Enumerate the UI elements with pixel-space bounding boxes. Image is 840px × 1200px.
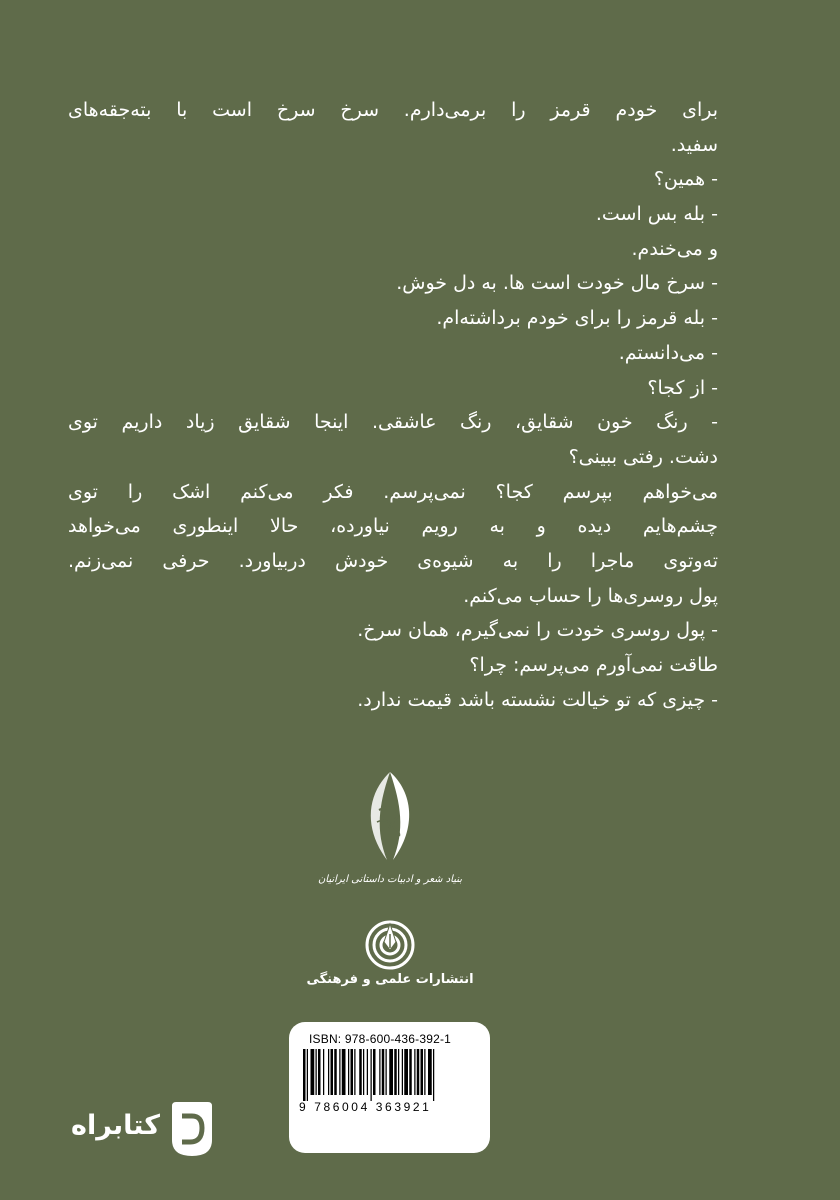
text-line: چشم‌هایم دیده و به رویم نیاورده، حالا اینطوری می‌خواهد bbox=[68, 515, 718, 538]
barcode-bar bbox=[421, 1049, 424, 1095]
pen-nib-circles-icon bbox=[365, 920, 415, 970]
barcode-bar bbox=[363, 1049, 364, 1095]
text-line: پول روسری‌ها را حساب می‌کنم. bbox=[463, 584, 718, 607]
ketabrah-logo-text: کتابراه bbox=[71, 1110, 160, 1141]
barcode-bar bbox=[339, 1049, 340, 1095]
barcode-bar bbox=[331, 1049, 334, 1095]
barcode-bar bbox=[382, 1049, 385, 1095]
isbn-label: ISBN: 978-600-436-392-1 bbox=[309, 1032, 452, 1046]
barcode-bar bbox=[371, 1049, 372, 1101]
barcode-bar bbox=[334, 1049, 337, 1095]
barcode-bar bbox=[303, 1049, 306, 1101]
text-line: - پول روسری خودت را نمی‌گیرم، همان سرخ. bbox=[357, 619, 718, 642]
barcode-bar bbox=[389, 1049, 393, 1095]
barcode-bar bbox=[311, 1049, 315, 1095]
barcode-bar bbox=[414, 1049, 415, 1095]
barcode-bar bbox=[409, 1049, 412, 1095]
feather-emblem-icon bbox=[355, 770, 425, 865]
back-cover-excerpt bbox=[68, 93, 718, 717]
text-line: و می‌خندم. bbox=[631, 237, 718, 260]
barcode-bar bbox=[367, 1049, 368, 1095]
text-line: برای خودم قرمز را برمی‌دارم. سرخ سرخ است با بته‌جقه‌های bbox=[68, 99, 718, 121]
barcode-bar bbox=[394, 1049, 397, 1095]
foundation-name: بنیاد شعر و ادبیات داستانی ایرانیان bbox=[317, 874, 463, 885]
barcode-bar bbox=[373, 1049, 376, 1095]
barcode-bar bbox=[379, 1049, 380, 1095]
ketabrah-watermark bbox=[40, 1100, 220, 1160]
barcode-bar bbox=[328, 1049, 329, 1095]
barcode-bar bbox=[398, 1049, 399, 1095]
publisher-logo-foundation bbox=[310, 770, 470, 900]
barcode-bar bbox=[318, 1049, 321, 1095]
text-line: - از کجا؟ bbox=[647, 376, 718, 399]
text-line: - رنگ خون شقایق، رنگ عاشقی. اینجا شقایق زیاد داریم توی bbox=[68, 411, 718, 434]
barcode-bar bbox=[359, 1049, 362, 1095]
barcode-bar bbox=[417, 1049, 420, 1095]
text-line: سفید. bbox=[670, 133, 718, 156]
barcode-bar bbox=[386, 1049, 387, 1095]
text-line: دشت. رفتی ببینی؟ bbox=[568, 445, 718, 468]
barcode-bar bbox=[342, 1049, 346, 1095]
text-line: - چیزی که تو خیالت نشسته باشد قیمت ندارد. bbox=[357, 688, 718, 711]
text-line: - می‌دانستم. bbox=[618, 341, 718, 364]
publisher-logo-elmi-farhangi bbox=[300, 920, 480, 1000]
isbn-barcode-box bbox=[289, 1022, 490, 1153]
barcode-bar bbox=[348, 1049, 349, 1095]
text-line: - سرخ مال خودت است ها. به دل خوش. bbox=[396, 272, 718, 295]
barcode-bar bbox=[424, 1049, 425, 1095]
barcode-bar bbox=[354, 1049, 355, 1095]
text-line: - بله قرمز را برای خودم برداشته‌ام. bbox=[436, 307, 718, 330]
barcode-bar bbox=[402, 1049, 403, 1095]
text-line: ته‌وتوی ماجرا را به شیوه‌ی خودش دربیاورد. حرفی نمی‌زنم. bbox=[68, 549, 718, 572]
barcode-digits: 9 786004 363921 bbox=[299, 1100, 432, 1114]
barcode-bar bbox=[323, 1049, 324, 1095]
barcode-bar bbox=[404, 1049, 408, 1095]
barcode-bar bbox=[316, 1049, 317, 1095]
barcode-image bbox=[303, 1049, 477, 1101]
text-line: طاقت نمی‌آورم می‌پرسم: چرا؟ bbox=[469, 654, 718, 676]
barcode-bar bbox=[351, 1049, 354, 1095]
text-line: می‌خواهم بپرسم کجا؟ نمی‌پرسم. فکر می‌کنم اشک را توی bbox=[68, 480, 718, 503]
barcode-bar bbox=[428, 1049, 432, 1095]
barcode-bar bbox=[307, 1049, 308, 1101]
text-line: - همین؟ bbox=[653, 168, 718, 191]
barcode-bar bbox=[433, 1049, 434, 1101]
text-line: - بله بس است. bbox=[595, 203, 718, 226]
elmi-farhangi-name: انتشارات علمی و فرهنگی bbox=[306, 972, 474, 987]
book-tag-icon bbox=[168, 1100, 216, 1158]
